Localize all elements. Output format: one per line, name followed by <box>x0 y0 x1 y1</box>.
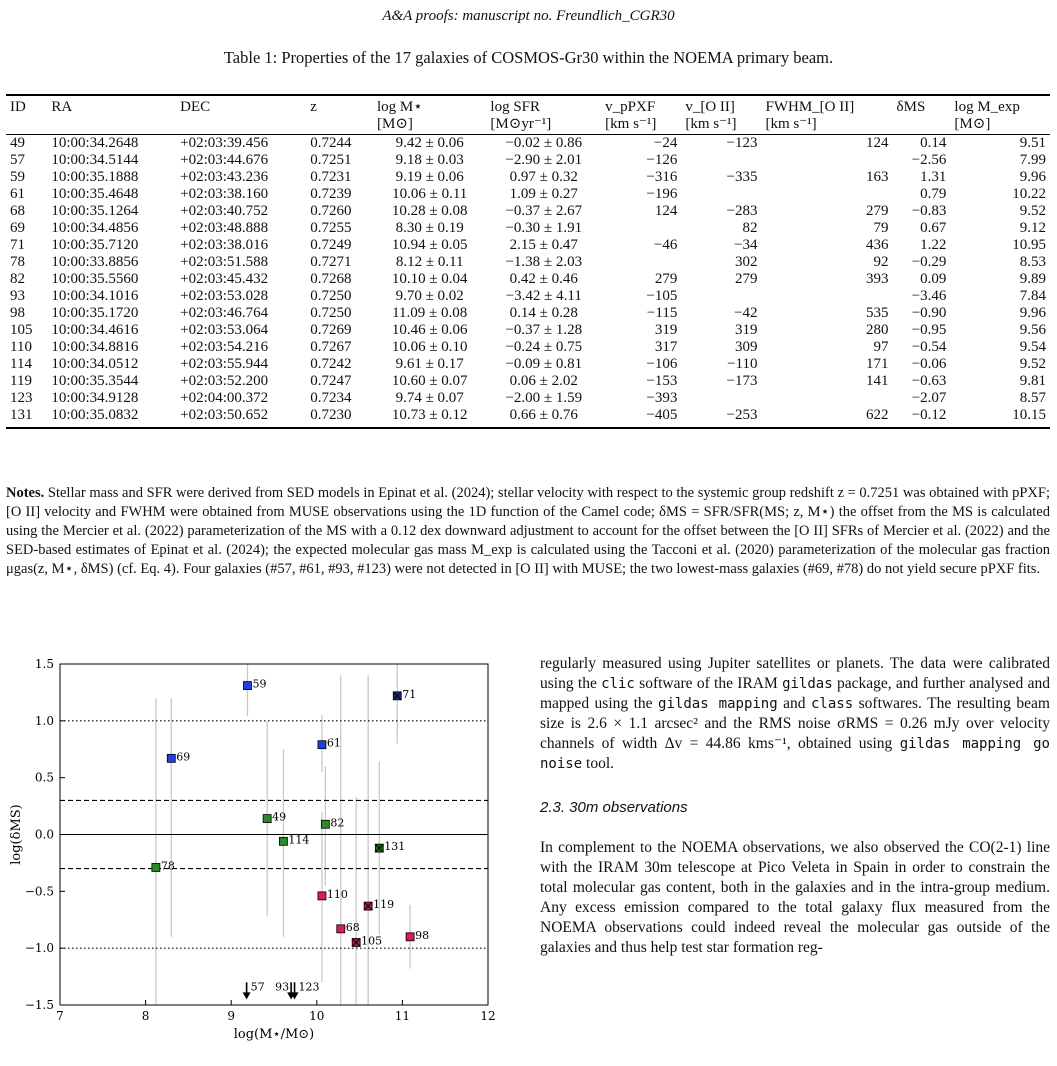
table-cell: 141 <box>866 373 889 389</box>
table-cell: −153 <box>646 373 678 389</box>
table-cell: +02:03:40.752 <box>180 203 269 219</box>
table-cell: 279 <box>654 271 678 287</box>
table-row <box>6 288 1050 305</box>
table-cell: 0.7234 <box>310 390 352 406</box>
point-label: 61 <box>326 736 341 750</box>
table-cell: 0.7244 <box>310 135 352 151</box>
table-cell: −0.90 <box>911 305 947 321</box>
table-cell: 9.56 <box>1019 322 1046 338</box>
table-cell: 535 <box>866 305 889 321</box>
point-label: 49 <box>272 810 287 824</box>
table-cell: 82 <box>742 220 758 236</box>
table-cell: 10:00:35.5560 <box>51 271 139 287</box>
paragraph-30m: In complement to the NOEMA observations, we also observed the CO(2-1) line with the IRAM 30m telescope at Pico Veleta in Spain in order to constrain the total molecular gas content, both in the galaxies and in the intra-group medium. Any excess emission compared to the total galaxy flux measured from the NOEMA observations could indeed reveal the molecular gas outside of the galaxies and thus help test star formation reg- <box>540 839 1050 956</box>
point-label: 71 <box>402 687 417 701</box>
table-cell: −0.24 ± 0.75 <box>505 339 583 355</box>
table-cell: +02:03:50.652 <box>176 407 306 428</box>
table-cell: 1.09 ± 0.27 <box>509 186 578 202</box>
x-tick-label: 8 <box>141 1009 150 1023</box>
table-row <box>6 271 1050 288</box>
table-cell: 9.70 ± 0.02 <box>395 288 464 304</box>
point-label: 78 <box>160 859 175 873</box>
table-cell: −106 <box>646 356 678 372</box>
point-label: 68 <box>345 920 360 934</box>
column-unit: [M⊙yr⁻¹] <box>486 116 601 135</box>
paragraph-noema-calibration: regularly measured using Jupiter satellites or planets. The data were calibrated using the clic software of the IRAM gildas package, and further analysed and mapped using the gildas mapping and class softwares. The resulting beam size is 2.6 × 1.1 arcsec² and the RMS noise σRMS = 0.26 mJy over velocity channels of width Δv = 44.86 kms⁻¹, obtained using gildas mapping go noise tool. <box>540 655 1050 772</box>
table-cell: 10.60 ± 0.07 <box>391 373 468 389</box>
table-cell: 61 <box>10 186 25 202</box>
data-point <box>337 925 345 933</box>
column-unit <box>6 116 47 135</box>
table-cell: 0.7230 <box>306 407 373 428</box>
table-cell: 9.18 ± 0.03 <box>395 152 464 168</box>
table-cell: −123 <box>726 135 758 151</box>
table-cell: 0.7260 <box>310 203 352 219</box>
column-header: log M_exp <box>950 95 1050 116</box>
table-cell: 2.15 ± 0.47 <box>509 237 578 253</box>
table-cell: +02:03:54.216 <box>180 339 269 355</box>
table-cell: 123 <box>10 390 33 406</box>
table-cell: 1.22 <box>920 237 947 253</box>
table-cell: +02:03:48.888 <box>180 220 269 236</box>
table-cell: 9.89 <box>1019 271 1046 287</box>
table-cell: +02:03:51.588 <box>180 254 269 270</box>
table-cell: −335 <box>726 169 758 185</box>
y-tick-label: −1.0 <box>24 941 54 956</box>
table-cell: 124 <box>654 203 678 219</box>
table-cell <box>601 220 681 237</box>
table-cell: 10.06 ± 0.10 <box>391 339 468 355</box>
table-cell: 124 <box>866 135 889 151</box>
notes-text: Stellar mass and SFR were derived from SED models in Epinat et al. (2024); stellar velocity with respect to the systemic group redshift z = 0.7251 was obtained with pPXF; [O II] velocity and FWHM were obtained from MUSE observations using the 1D function of the Camel code; δMS = SFR/SFR(MS; z, M⋆) the offset from the MS is calculated using the Mercier et al. (2022) parameterization of the MS with a 0.12 dex downward adjustment to account for the offset between the [O II] SFRs of Mercier et al. (2022) and the SED-based estimates of Epinat et al. (2024); the expected molecular gas mass M_exp is calculated using the Tacconi et al. (2020) parameterization of the molecular gas fraction μgas(z, M⋆, δMS) (cf. Eq. 4). Four galaxies (#57, #61, #93, #123) were not detected in [O II] with MUSE; the two lowest-mass galaxies (#69, #78) do not yield secure pPXF fits. <box>6 485 1050 577</box>
point-label: 98 <box>415 928 430 942</box>
data-point <box>152 863 160 871</box>
table-cell: 0.7255 <box>310 220 352 236</box>
table-cell: +02:03:52.200 <box>180 373 269 389</box>
table-cell: −0.30 ± 1.91 <box>505 220 583 236</box>
table-cell: 0.7271 <box>310 254 352 270</box>
point-label: 110 <box>326 887 348 901</box>
table-cell: 9.52 <box>1019 203 1046 219</box>
table-cell: 49 <box>10 135 25 151</box>
table-row <box>6 152 1050 169</box>
table-cell: −0.12 <box>893 407 951 428</box>
table-cell: 10:00:35.1264 <box>51 203 139 219</box>
table-row <box>6 220 1050 237</box>
table-cell: 69 <box>10 220 25 236</box>
x-tick-label: 7 <box>56 1009 64 1023</box>
column-unit: [km s⁻¹] <box>761 116 892 135</box>
table-cell: 9.51 <box>1019 135 1046 151</box>
running-header: A&A proofs: manuscript no. Freundlich_CGR30 <box>382 8 675 24</box>
y-tick-label: −1.5 <box>24 998 54 1012</box>
table-cell <box>761 390 892 407</box>
table-cell: 98 <box>10 305 25 321</box>
table-cell: 10:00:34.8816 <box>51 339 139 355</box>
column-header: FWHM_[O II] <box>761 95 892 116</box>
table-cell: −34 <box>734 237 758 253</box>
point-label: 119 <box>373 898 395 912</box>
data-point <box>318 741 326 749</box>
upper-limit-label: 93 <box>275 980 290 994</box>
table-cell: −0.06 <box>911 356 947 372</box>
table-cell: 0.42 ± 0.46 <box>509 271 578 287</box>
y-tick-label: 0.0 <box>34 827 54 842</box>
table-cell: −253 <box>681 407 761 428</box>
table-cell: −405 <box>601 407 681 428</box>
table-cell: 9.42 ± 0.06 <box>395 135 464 151</box>
table-body <box>6 135 1050 429</box>
table-cell: 8.30 ± 0.19 <box>395 220 464 236</box>
table-cell: 10.22 <box>1012 186 1046 202</box>
table-cell: −0.63 <box>911 373 947 389</box>
table-cell: 10:00:34.5144 <box>51 152 139 168</box>
table-cell: 0.7247 <box>310 373 352 389</box>
column-header: δMS <box>893 95 951 116</box>
table-cell: −1.38 ± 2.03 <box>505 254 583 270</box>
point-label: 114 <box>288 833 310 847</box>
table-cell: 163 <box>866 169 889 185</box>
table-cell: 10.94 ± 0.05 <box>391 237 468 253</box>
table-cell: 0.7249 <box>310 237 352 253</box>
table-cell: −0.83 <box>911 203 947 219</box>
table-cell: −105 <box>646 288 678 304</box>
table-row <box>6 390 1050 407</box>
data-point <box>167 754 175 762</box>
table-cell: 302 <box>734 254 758 270</box>
table-cell: 10:00:34.9128 <box>51 390 139 406</box>
table-row <box>6 203 1050 220</box>
table-cell: +02:03:45.432 <box>180 271 269 287</box>
table-cell <box>761 186 892 203</box>
column-unit <box>306 116 373 135</box>
table-cell: 10.95 <box>1012 237 1046 253</box>
column-header: RA <box>47 95 176 116</box>
table-cell: 9.52 <box>1019 356 1046 372</box>
column-header: DEC <box>176 95 306 116</box>
table-row <box>6 407 1050 428</box>
table-cell: 10.06 ± 0.11 <box>392 186 468 202</box>
table-cell: 171 <box>866 356 889 372</box>
column-unit: [M⊙] <box>950 116 1050 135</box>
table-cell: 10:00:34.0512 <box>51 356 139 372</box>
table-cell: 9.96 <box>1019 169 1046 185</box>
y-tick-label: 1.0 <box>34 713 54 728</box>
table-cell: 10:00:35.0832 <box>47 407 176 428</box>
table-row <box>6 237 1050 254</box>
notes-label: Notes. <box>6 485 45 501</box>
x-tick-label: 11 <box>394 1009 411 1023</box>
column-header: log M⋆ <box>373 95 486 116</box>
table-notes <box>6 484 1050 579</box>
table-row <box>6 339 1050 356</box>
y-tick-label: −0.5 <box>24 884 54 899</box>
table-cell: −173 <box>726 373 758 389</box>
data-point <box>406 933 414 941</box>
data-point <box>263 815 271 823</box>
table-cell: −110 <box>727 356 758 372</box>
point-label: 59 <box>252 677 267 691</box>
table-cell: −0.29 <box>911 254 947 270</box>
table-cell: −283 <box>726 203 758 219</box>
table-cell <box>681 186 761 203</box>
table-cell: 10:00:34.1016 <box>51 288 139 304</box>
table-cell: 57 <box>10 152 25 168</box>
point-label: 105 <box>361 934 383 948</box>
table-row <box>6 356 1050 373</box>
table-cell: 9.96 <box>1019 305 1046 321</box>
column-header: v_[O II] <box>681 95 761 116</box>
table-cell: −126 <box>646 152 678 168</box>
table-cell: 279 <box>866 203 889 219</box>
table-cell: 119 <box>10 373 32 389</box>
scatter-plot <box>0 648 510 1061</box>
table-cell: 309 <box>734 339 758 355</box>
table-cell: −2.07 <box>911 390 947 406</box>
table-cell: +02:03:39.456 <box>180 135 269 151</box>
table-row <box>6 322 1050 339</box>
table-cell: 0.7242 <box>310 356 352 372</box>
table-cell: 7.99 <box>1019 152 1046 168</box>
y-axis-label: log(δMS) <box>9 804 24 865</box>
table-cell: 8.12 ± 0.11 <box>395 254 464 270</box>
table-cell <box>681 288 761 305</box>
table-cell: 0.7231 <box>310 169 352 185</box>
table-cell <box>681 152 761 169</box>
table-cell: 0.7239 <box>310 186 352 202</box>
table-cell: 105 <box>10 322 33 338</box>
column-header: log SFR <box>486 95 601 116</box>
table-cell: 0.06 ± 2.02 <box>509 373 578 389</box>
column-header: z <box>306 95 373 116</box>
table-cell: 9.12 <box>1019 220 1046 236</box>
table-cell: −393 <box>646 390 678 406</box>
table-cell: 82 <box>10 271 25 287</box>
table-cell: −3.42 ± 4.11 <box>505 288 582 304</box>
table-cell: 622 <box>761 407 892 428</box>
table-cell <box>761 152 892 169</box>
table-cell: 0.7267 <box>310 339 352 355</box>
point-label: 131 <box>384 840 406 854</box>
table-cell: 0.97 ± 0.32 <box>509 169 578 185</box>
table-cell: 10:00:34.2648 <box>51 135 139 151</box>
table-cell: 8.53 <box>1019 254 1046 270</box>
table-cell: −0.37 ± 2.67 <box>505 203 583 219</box>
table-cell: 8.57 <box>1019 390 1046 406</box>
column-unit <box>47 116 176 135</box>
table-cell: 10:00:35.1888 <box>51 169 139 185</box>
table-cell: 393 <box>866 271 889 287</box>
table-cell: 9.81 <box>1019 373 1046 389</box>
table-row <box>6 186 1050 203</box>
column-unit <box>893 116 951 135</box>
point-label: 82 <box>330 816 345 830</box>
column-header: v_pPXF <box>601 95 681 116</box>
table-cell: 10.28 ± 0.08 <box>391 203 468 219</box>
column-unit: [km s⁻¹] <box>601 116 681 135</box>
table-cell: 97 <box>873 339 889 355</box>
table-cell: 79 <box>873 220 889 236</box>
table-cell: 7.84 <box>1019 288 1046 304</box>
table-cell: 71 <box>10 237 25 253</box>
table-cell: 9.61 ± 0.17 <box>395 356 464 372</box>
figure-delta-ms-vs-mass <box>0 648 510 1061</box>
table-cell: 0.7250 <box>310 288 352 304</box>
table-row <box>6 373 1050 390</box>
table-cell: −2.90 ± 2.01 <box>505 152 583 168</box>
table-cell: +02:03:53.064 <box>180 322 269 338</box>
x-tick-label: 9 <box>227 1009 236 1023</box>
upper-limit-label: 123 <box>298 980 320 994</box>
table-cell: 0.7268 <box>310 271 352 287</box>
table-cell: 9.74 ± 0.07 <box>395 390 464 406</box>
table-cell: −3.46 <box>911 288 947 304</box>
table-cell: +02:03:53.028 <box>180 288 269 304</box>
table-cell: 10:00:34.4616 <box>51 322 139 338</box>
table-cell: −46 <box>653 237 678 253</box>
properties-table <box>6 94 1050 429</box>
table-cell: −42 <box>734 305 758 321</box>
x-tick-label: 10 <box>309 1009 325 1023</box>
column-unit: [km s⁻¹] <box>681 116 761 135</box>
table-cell: 9.54 <box>1019 339 1046 355</box>
table-cell: 114 <box>10 356 32 372</box>
table-cell: −196 <box>646 186 678 202</box>
table-cell: −24 <box>653 135 678 151</box>
table-cell: 93 <box>10 288 25 304</box>
table-cell: −0.54 <box>911 339 947 355</box>
table-cell: +02:03:46.764 <box>180 305 269 321</box>
table-cell: 0.09 <box>920 271 947 287</box>
table-cell: −2.00 ± 1.59 <box>505 390 583 406</box>
table-cell: −0.09 ± 0.81 <box>505 356 583 372</box>
table-cell: 280 <box>866 322 889 338</box>
table-cell: 0.67 <box>920 220 947 236</box>
table-cell: 10.15 <box>950 407 1050 428</box>
table-caption: Table 1: Properties of the 17 galaxies of COSMOS-Gr30 within the NOEMA primary beam. <box>223 48 834 67</box>
table-cell: −0.95 <box>911 322 947 338</box>
table-cell: 0.14 ± 0.28 <box>509 305 578 321</box>
table-unit-row <box>6 116 1050 135</box>
table-cell: −0.37 ± 1.28 <box>505 322 583 338</box>
table-row <box>6 169 1050 186</box>
table-cell: +02:03:38.016 <box>180 237 269 253</box>
data-point <box>321 820 329 828</box>
table-cell: +02:04:00.372 <box>180 390 269 406</box>
right-column-text <box>540 654 1050 958</box>
table-cell: 0.7250 <box>310 305 352 321</box>
table-cell <box>681 390 761 407</box>
table-cell: −0.02 ± 0.86 <box>505 135 583 151</box>
table-cell: 279 <box>734 271 758 287</box>
table-cell: 10:00:35.3544 <box>51 373 139 389</box>
table-row <box>6 305 1050 322</box>
data-point <box>318 892 326 900</box>
table-cell: 317 <box>654 339 678 355</box>
table-cell: 110 <box>10 339 32 355</box>
table-cell: 92 <box>873 254 889 270</box>
table-cell: −115 <box>646 305 678 321</box>
upper-limit-arrowhead <box>243 992 251 999</box>
table-cell: +02:03:38.160 <box>180 186 269 202</box>
table-cell <box>761 288 892 305</box>
column-unit: [M⊙] <box>373 116 486 135</box>
table-cell: 0.14 <box>920 135 947 151</box>
table-cell: +02:03:55.944 <box>180 356 269 372</box>
table-cell: 9.19 ± 0.06 <box>395 169 464 185</box>
table-cell: −2.56 <box>911 152 947 168</box>
column-unit <box>176 116 306 135</box>
table-row <box>6 135 1050 153</box>
table-cell: 319 <box>734 322 758 338</box>
table-cell: 10:00:35.4648 <box>51 186 139 202</box>
table-cell: 59 <box>10 169 25 185</box>
table-cell: 10:00:33.8856 <box>51 254 139 270</box>
column-header: ID <box>6 95 47 116</box>
table-cell: 436 <box>866 237 889 253</box>
table-cell: −316 <box>646 169 678 185</box>
table-cell: 10:00:34.4856 <box>51 220 139 236</box>
y-tick-label: 1.5 <box>34 657 54 671</box>
data-point <box>243 682 251 690</box>
x-axis-label: log(M⋆/M⊙) <box>233 1027 315 1042</box>
upper-limit-label: 57 <box>250 980 265 994</box>
table-cell: 11.09 ± 0.08 <box>392 305 468 321</box>
table-cell: 0.7251 <box>310 152 352 168</box>
table-cell: 319 <box>654 322 678 338</box>
table-cell: +02:03:43.236 <box>180 169 269 185</box>
y-tick-label: 0.5 <box>34 770 54 785</box>
table-cell: 131 <box>6 407 47 428</box>
table-cell: 1.31 <box>920 169 947 185</box>
table-cell: 78 <box>10 254 25 270</box>
table-cell: +02:03:44.676 <box>180 152 269 168</box>
table-cell: 10:00:35.7120 <box>51 237 139 253</box>
table-cell: 10.73 ± 0.12 <box>373 407 486 428</box>
table-cell: 0.79 <box>920 186 947 202</box>
table-cell <box>601 254 681 271</box>
table-cell: 10.46 ± 0.06 <box>391 322 468 338</box>
table-row <box>6 254 1050 271</box>
section-heading: 2.3. 30m observations <box>540 799 688 816</box>
table-cell: 10:00:35.1720 <box>51 305 139 321</box>
point-label: 69 <box>176 750 191 764</box>
table-cell: 0.7269 <box>310 322 352 338</box>
x-tick-label: 12 <box>480 1009 496 1023</box>
table-cell: 0.66 ± 0.76 <box>486 407 601 428</box>
table-cell: 68 <box>10 203 25 219</box>
table-header-row <box>6 95 1050 116</box>
table-cell: 10.10 ± 0.04 <box>391 271 468 287</box>
data-point <box>279 837 287 845</box>
